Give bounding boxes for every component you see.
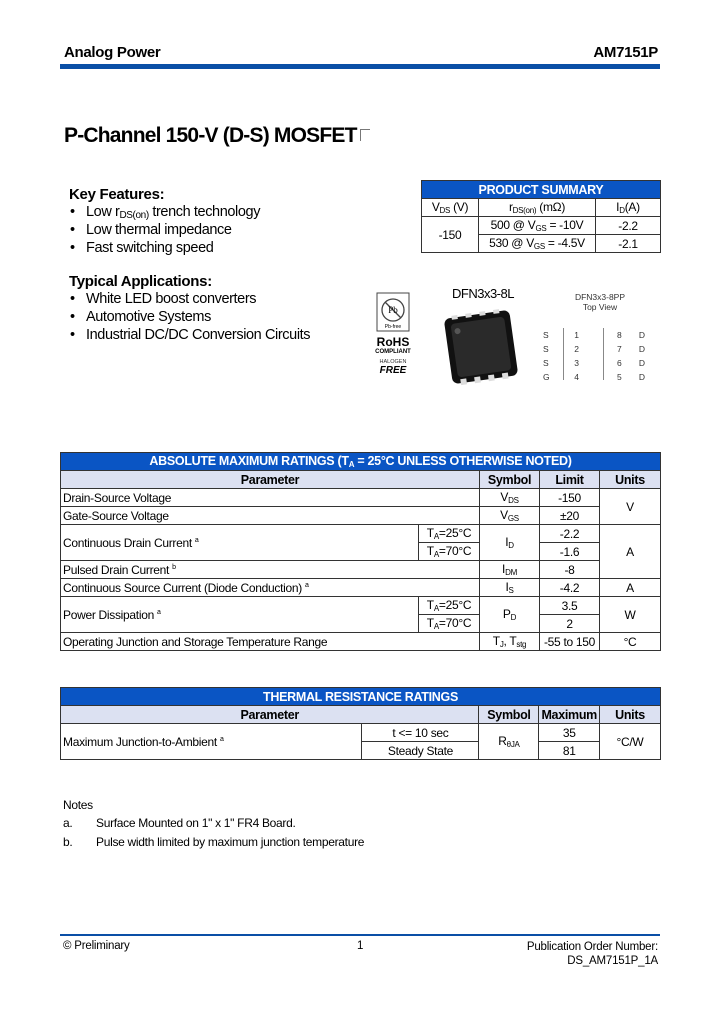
pinout-pins <box>543 328 645 384</box>
typical-applications <box>69 273 310 344</box>
notes-heading: Notes <box>63 798 93 812</box>
thermal-resistance-table <box>60 687 661 760</box>
page-title: P-Channel 150-V (D-S) MOSFET <box>64 124 370 148</box>
header-rule <box>60 64 660 69</box>
absolute-maximum-ratings-table <box>60 452 661 651</box>
company-name: Analog Power <box>64 44 161 61</box>
list-item: • Fast switching speed <box>70 240 214 256</box>
list-item: • Low $r_{DS(on)}$ trench technology <box>70 204 261 221</box>
table-row: Power Dissipation $^a$ $T_A=25^\circ C$ $P_D$ 3.5 W <box>61 597 661 615</box>
key-features-heading: Key Features: <box>69 186 165 203</box>
table-row: Gate-Source Voltage $V_{GS}$ ±20 <box>61 507 661 525</box>
list-item: • Low thermal impedance <box>70 222 232 238</box>
thermal-title: THERMAL RESISTANCE RATINGS <box>61 688 661 706</box>
pin-label: 7 D <box>617 344 645 354</box>
package-name: DFN3x3-8L <box>452 286 514 301</box>
abs-max-title: ABSOLUTE MAXIMUM RATINGS ($T_A = 25^\circ C$ UNLESS OTHERWISE NOTED) <box>61 453 661 471</box>
note-b: b. Pulse width limited by maximum junction temperature <box>63 835 365 849</box>
pin-label: S 3 <box>543 358 579 368</box>
publication-order-number: Publication Order Number: DS_AM7151P_1A <box>526 941 658 967</box>
table-row: Continuous Source Current (Diode Conduction) $^a$ $I_S$ -4.2 A <box>61 579 661 597</box>
table-row: Maximum Junction-to-Ambient $^a$ t <= 10 sec $R_{\theta JA}$ 35 °C/W <box>61 724 661 742</box>
table-row: 530 @ $V_{GS} = -4.5V$ -2.1 <box>422 235 661 253</box>
table-row: Drain-Source Voltage $V_{DS}$ -150 V <box>61 489 661 507</box>
table-header-row: Parameter Symbol Maximum Units <box>61 706 661 724</box>
dfn-package-image <box>436 302 526 392</box>
table-row: Steady State 81 <box>61 742 661 760</box>
list-item: • Automotive Systems <box>70 309 211 325</box>
footer-rule <box>60 934 660 936</box>
pb-free-icon <box>376 292 410 332</box>
svg-text:Pb-free: Pb-free <box>384 324 402 330</box>
footer-preliminary: © Preliminary <box>63 940 130 952</box>
table-row: Continuous Drain Current $^a$ $T_A=25^\circ C$ $I_D$ -2.2 A <box>61 525 661 543</box>
table-row: Operating Junction and Storage Temperature Range $T_J$, $T_{stg}$ -55 to 150 °C <box>61 633 661 651</box>
pin-label: 6 D <box>617 358 645 368</box>
pin-label: S 2 <box>543 344 579 354</box>
key-features <box>69 186 260 257</box>
svg-text:Pb: Pb <box>388 305 398 315</box>
table-row: $V_{DS}$ (V) $r_{DS(on)}$ (mΩ) $I_D(A)$ <box>422 199 661 217</box>
table-row: Pulsed Drain Current $^b$ $I_{DM}$ -8 <box>61 561 661 579</box>
table-row: -150 500 @ $V_{GS} = -10V$ -2.2 <box>422 217 661 235</box>
note-a: a. Surface Mounted on 1" x 1" FR4 Board. <box>63 816 296 830</box>
list-item: • White LED boost converters <box>70 291 257 307</box>
applications-heading: Typical Applications: <box>69 273 212 290</box>
pinout-diagram: DFN3x3-8PP Top View <box>574 292 626 312</box>
list-item: • Industrial DC/DC Conversion Circuits <box>70 327 311 343</box>
pin-label: 5 D <box>617 372 645 382</box>
table-row: $T_A=70^\circ C$ -1.6 <box>61 543 661 561</box>
pin-label: 8 D <box>617 330 645 340</box>
table-header-row: Parameter Symbol Limit Units <box>61 471 661 489</box>
pin-label: S 1 <box>543 330 579 340</box>
rohs-logo: Pb Pb-free RoHS COMPLIANT HALOGEN FREE <box>368 292 418 387</box>
page-number: 1 <box>357 940 364 952</box>
pin-label: G 4 <box>543 372 579 382</box>
product-summary-table <box>421 180 661 253</box>
table-row: $T_A=70^\circ C$ 2 <box>61 615 661 633</box>
product-summary-title: PRODUCT SUMMARY <box>422 181 661 199</box>
part-number: AM7151P <box>593 44 658 61</box>
